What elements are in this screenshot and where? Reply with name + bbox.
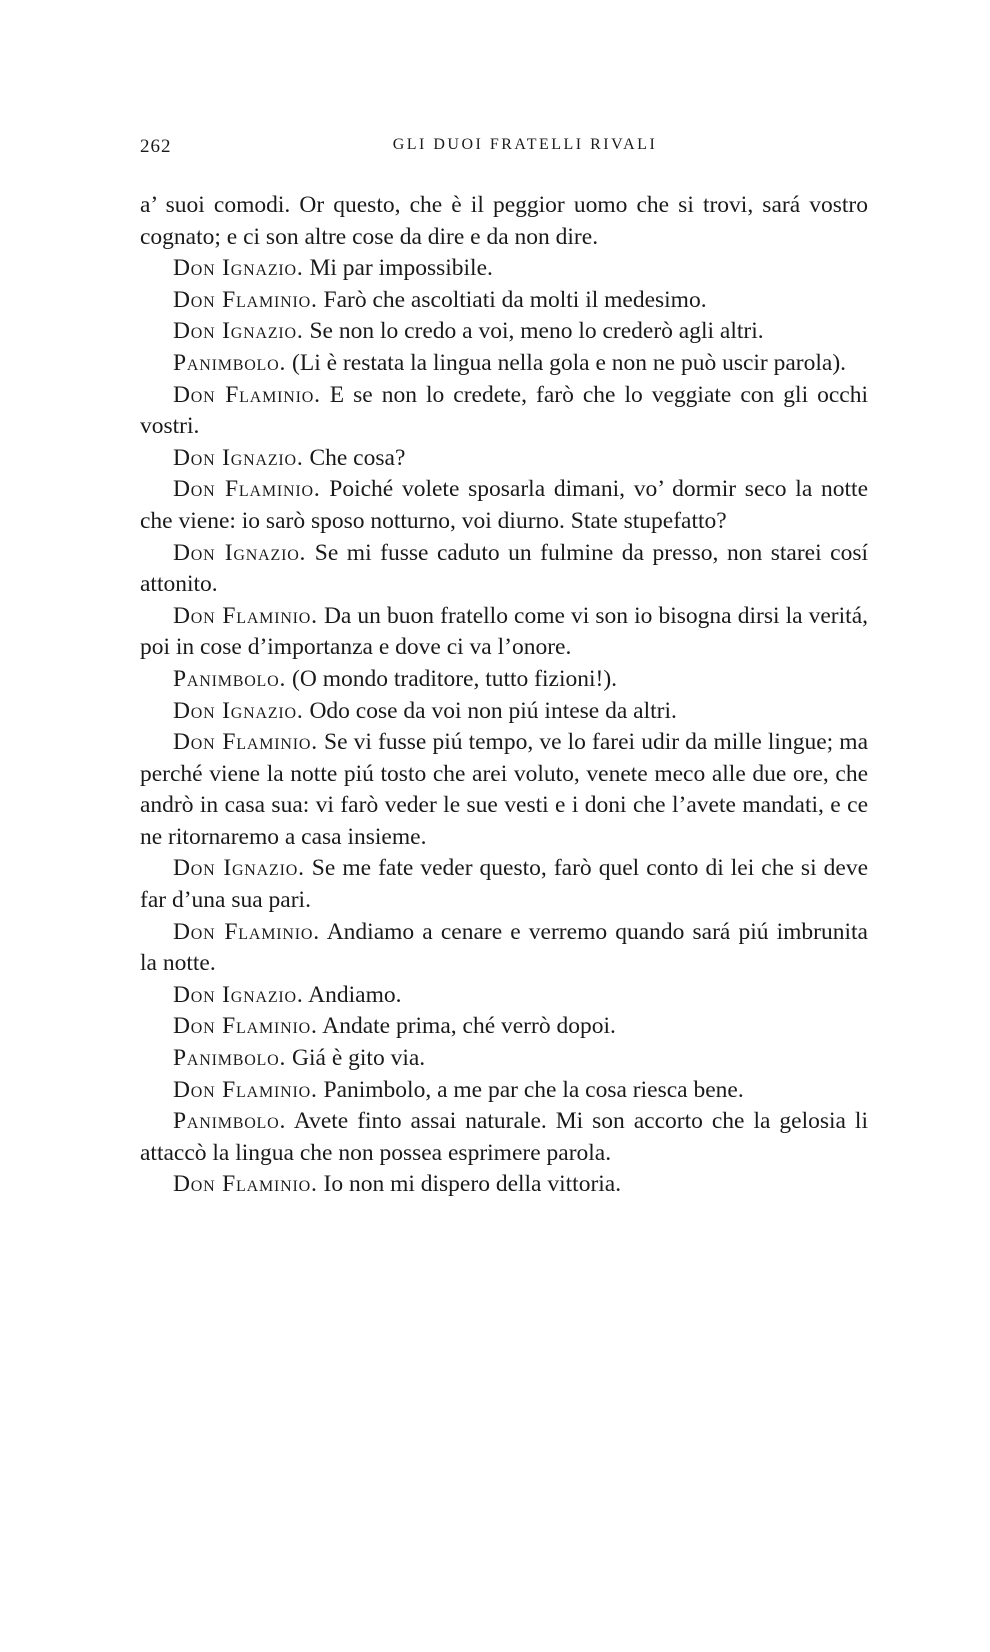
paragraph-text: Se mi fusse caduto un fulmine da presso, non starei cosí attonito. — [140, 539, 868, 598]
paragraph-text: Odo cose da voi non piú intese da altri. — [309, 697, 677, 724]
paragraph — [140, 285, 868, 317]
running-head — [140, 136, 870, 160]
page-number: 262 — [140, 136, 172, 157]
paragraph-text: Andiamo a cenare e verremo quando sará piú imbrunita la notte. — [140, 918, 868, 977]
paragraph — [140, 443, 868, 475]
paragraph-text: Se vi fusse piú tempo, ve lo farei udir da mille lingue; ma perché viene la notte piú tosto che arei voluto, venete meco alle due ore, che andrò in casa sua: vi farò veder le sue vesti e i doni che l’avete mandati, e ce ne ritornaremo a casa insieme. — [140, 729, 869, 850]
paragraph — [140, 538, 868, 601]
paragraph — [140, 664, 868, 696]
paragraph — [140, 696, 868, 728]
paragraph-text: (O mondo traditore, tutto fizioni!). — [292, 665, 618, 692]
paragraph — [140, 380, 868, 443]
speaker-name: Don Ignazio. — [173, 697, 304, 724]
paragraph — [140, 853, 868, 916]
paragraph-text: (Li è restata la lingua nella gola e non ne può uscir parola). — [292, 349, 847, 376]
speaker-name: Don Flaminio. — [173, 476, 321, 503]
paragraph — [140, 917, 868, 980]
speaker-name: Don Flaminio. — [173, 1013, 318, 1040]
speaker-name: Don Ignazio. — [173, 255, 304, 282]
text-block — [140, 190, 868, 1201]
paragraph-text: Panimbolo, a me par che la cosa riesca bene. — [323, 1076, 744, 1103]
paragraph-text: Farò che ascoltiati da molti il medesimo. — [323, 286, 707, 313]
paragraph-text: Poiché volete sposarla dimani, vo’ dormir seco la notte che viene: io sarò sposo notturno, voi diurno. State stupefatto? — [140, 476, 868, 534]
speaker-name: Panimbolo. — [173, 1045, 287, 1072]
speaker-name: Don Flaminio. — [173, 381, 321, 408]
speaker-name: Don Flaminio. — [173, 1171, 318, 1198]
paragraph-text: Andiamo. — [308, 981, 402, 1008]
speaker-name: Panimbolo. — [173, 665, 287, 692]
paragraph — [140, 316, 868, 348]
speaker-name: Don Flaminio. — [173, 918, 320, 945]
paragraph-text: Giá è gito via. — [292, 1045, 426, 1072]
paragraph-text: Mi par impossibile. — [309, 255, 493, 282]
paragraph-text: Avete finto assai naturale. Mi son accorto che la gelosia li attaccò la lingua che non possea esprimere parola. — [140, 1108, 868, 1166]
speaker-name: Don Flaminio. — [173, 1076, 318, 1103]
speaker-name: Don Ignazio. — [173, 444, 304, 471]
paragraph — [140, 1106, 868, 1169]
speaker-name: Don Flaminio. — [173, 286, 318, 313]
paragraph-text: Da un buon fratello come vi son io bisogna dirsi la veritá, poi in cose d’importanza e dove ci va l’onore. — [140, 602, 868, 661]
paragraph — [140, 1011, 868, 1043]
paragraph-text: E se non lo credete, farò che lo veggiate con gli occhi vostri. — [140, 381, 868, 440]
paragraph-text: Che cosa? — [309, 444, 406, 471]
speaker-name: Don Ignazio. — [173, 981, 304, 1008]
paragraph — [140, 190, 868, 253]
paragraph — [140, 1075, 868, 1107]
paragraph — [140, 1043, 868, 1075]
paragraph — [140, 348, 868, 380]
speaker-name: Don Ignazio. — [173, 318, 304, 345]
speaker-name: Panimbolo. — [173, 349, 287, 376]
paragraph — [140, 1169, 868, 1201]
paragraph-text: Se non lo credo a voi, meno lo crederò agli altri. — [309, 318, 764, 345]
paragraph-text: Se me fate veder questo, farò quel conto di lei che si deve far d’una sua pari. — [140, 855, 869, 914]
paragraph — [140, 253, 868, 285]
paragraph-text: Io non mi dispero della vittoria. — [323, 1171, 622, 1198]
speaker-name: Don Flaminio. — [173, 729, 318, 756]
paragraph — [140, 727, 868, 853]
paragraph-text: a’ suoi comodi. Or questo, che è il peggior uomo che si trovi, sará vostro cognato; e ci son altre cose da dire e da non dire. — [140, 192, 868, 250]
speaker-name: Don Ignazio. — [173, 539, 307, 566]
paragraph — [140, 980, 868, 1012]
speaker-name: Don Flaminio. — [173, 602, 318, 629]
speaker-name: Panimbolo. — [173, 1108, 287, 1135]
running-title: GLI DUOI FRATELLI RIVALI — [392, 136, 658, 153]
paragraph — [140, 601, 868, 664]
paragraph-text: Andate prima, ché verrò dopoi. — [322, 1013, 616, 1040]
speaker-name: Don Ignazio. — [173, 855, 305, 882]
paragraph — [140, 474, 868, 537]
